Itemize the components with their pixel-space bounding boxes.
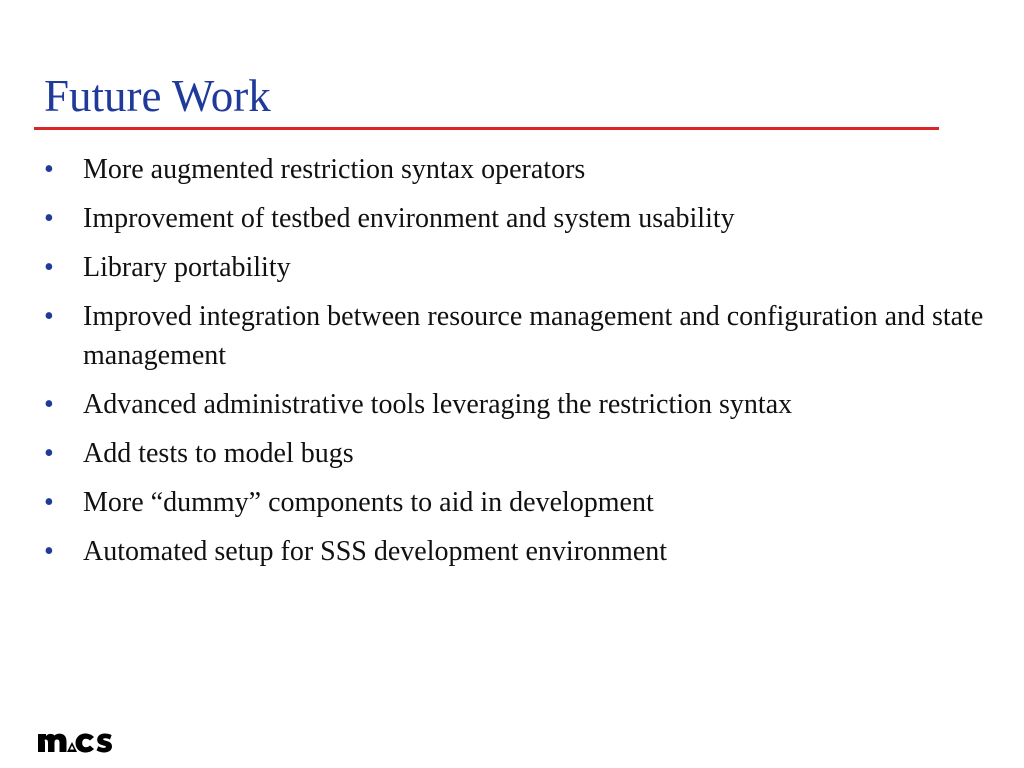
bullet-text: Improved integration between resource management and configuration and state management	[83, 301, 984, 371]
bullet-icon: •	[44, 438, 54, 469]
bullet-text: More augmented restriction syntax operators	[83, 154, 586, 185]
list-item	[44, 150, 984, 189]
bullet-text: More “dummy” components to aid in development	[83, 487, 654, 518]
bullet-icon: •	[44, 154, 54, 185]
bullet-icon: •	[44, 487, 54, 518]
bullet-text: Automated setup for SSS development environment	[83, 536, 668, 567]
list-item	[44, 483, 984, 522]
list-item	[44, 385, 984, 424]
bullet-text: Library portability	[83, 252, 291, 283]
bullet-icon: •	[44, 301, 54, 332]
bullet-icon: •	[44, 536, 54, 567]
mcs-logo-icon	[36, 720, 132, 760]
title-divider	[34, 127, 939, 130]
list-item	[44, 434, 984, 473]
list-item	[44, 297, 984, 375]
bullet-text: Improvement of testbed environment and system usability	[83, 203, 735, 234]
bullet-icon: •	[44, 203, 54, 234]
bullet-text: Add tests to model bugs	[83, 438, 354, 469]
bullet-list	[44, 150, 984, 581]
bullet-icon: •	[44, 389, 54, 420]
bullet-text: Advanced administrative tools leveraging the restriction syntax	[83, 389, 793, 420]
list-item	[44, 199, 984, 238]
list-item	[44, 248, 984, 287]
list-item	[44, 532, 984, 571]
bullet-icon: •	[44, 252, 54, 283]
slide-title: Future Work	[44, 71, 271, 121]
